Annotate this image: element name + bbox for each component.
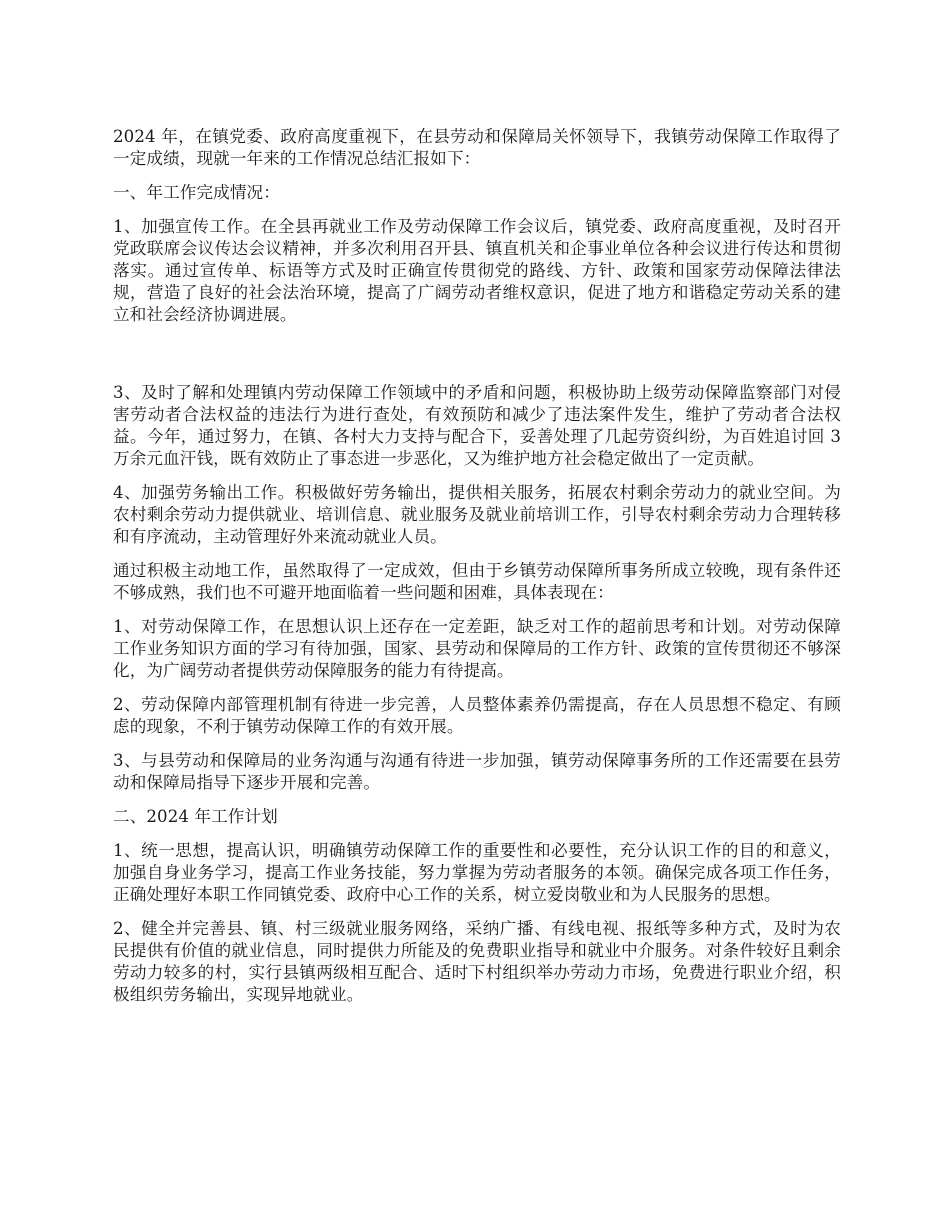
section-heading-1: 一、年工作完成情况： [113,183,280,202]
paragraph-problem-1: 1、对劳动保障工作，在思想认识上还存在一定差距，缺乏对工作的超前思考和计划。对劳动保障工作业务知识方面的学习有待加强，国家、县劳动和保障局的工作方针、政策的宣传贯彻还不够深化，为广阔劳动者提供劳动保障服务的能力有待提高。 [113,617,841,680]
paragraph-plan-1: 1、统一思想，提高认识，明确镇劳动保障工作的重要性和必要性，充分认识工作的目的和意义，加强自身业务学习，提高工作业务技能，努力掌握为劳动者服务的本领。确保完成各项工作任务，正确处理好本职工作同镇党委、政府中心工作的关系，树立爱岗敬业和为人民服务的思想。 [113,841,841,904]
document-body [113,126,841,1006]
paragraph-problem-3: 3、与县劳动和保障局的业务沟通与沟通有待进一步加强，镇劳动保障事务所的工作还需要在县劳动和保障局指导下逐步开展和完善。 [113,751,841,792]
paragraph-problem-2: 2、劳动保障内部管理机制有待进一步完善，人员整体素养仍需提高，存在人员思想不稳定、有顾虑的现象，不利于镇劳动保障工作的有效开展。 [113,695,841,736]
paragraph-publicity: 1、加强宣传工作。在全县再就业工作及劳动保障工作会议后，镇党委、政府高度重视，及时召开党政联席会议传达会议精神，并多次利用召开县、镇直机关和企事业单位各种会议进行传达和贯彻落实。通过宣传单、标语等方式及时正确宣传贯彻党的路线、方针、政策和国家劳动保障法律法规，营造了良好的社会法治环境，提高了广阔劳动者维权意识，促进了地方和谐稳定劳动关系的建立和社会经济协调进展。 [113,217,841,324]
paragraph-plan-2: 2、健全并完善县、镇、村三级就业服务网络，采纳广播、有线电视、报纸等多种方式，及时为农民提供有价值的就业信息，同时提供力所能及的免费职业指导和就业中介服务。对条件较好且剩余劳动力较多的村，实行县镇两级相互配合、适时下村组织举办劳动力市场，免费进行职业介绍，积极组织劳务输出，实现异地就业。 [113,919,841,1004]
intro-paragraph: 2024 年，在镇党委、政府高度重视下，在县劳动和保障局关怀领导下，我镇劳动保障工作取得了一定成绩，现就一年来的工作情况总结汇报如下： [113,127,841,168]
paragraph-problems-intro: 通过积极主动地工作，虽然取得了一定成效，但由于乡镇劳动保障所事务所成立较晚，现有条件还不够成熟，我们也不可避开地面临着一些问题和困难，具体表现在： [113,561,841,602]
section-heading-2: 二、2024 年工作计划 [113,807,278,826]
paragraph-labor-export: 4、加强劳务输出工作。积极做好劳务输出，提供相关服务，拓展农村剩余劳动力的就业空间。为农村剩余劳动力提供就业、培训信息、就业服务及就业前培训工作，引导农村剩余劳动力合理转移和有序流动，主动管理好外来流动就业人员。 [113,483,841,546]
paragraph-disputes: 3、及时了解和处理镇内劳动保障工作领域中的矛盾和问题，积极协助上级劳动保障监察部门对侵害劳动者合法权益的违法行为进行查处，有效预防和减少了违法案件发生，维护了劳动者合法权益。今年，通过努力，在镇、各村大力支持与配合下，妥善处理了几起劳资纠纷，为百姓追讨回 3 万余元血汗钱，既有效防止了事态进一步恶化，又为维护地方社会稳定做出了一定贡献。 [113,383,841,468]
